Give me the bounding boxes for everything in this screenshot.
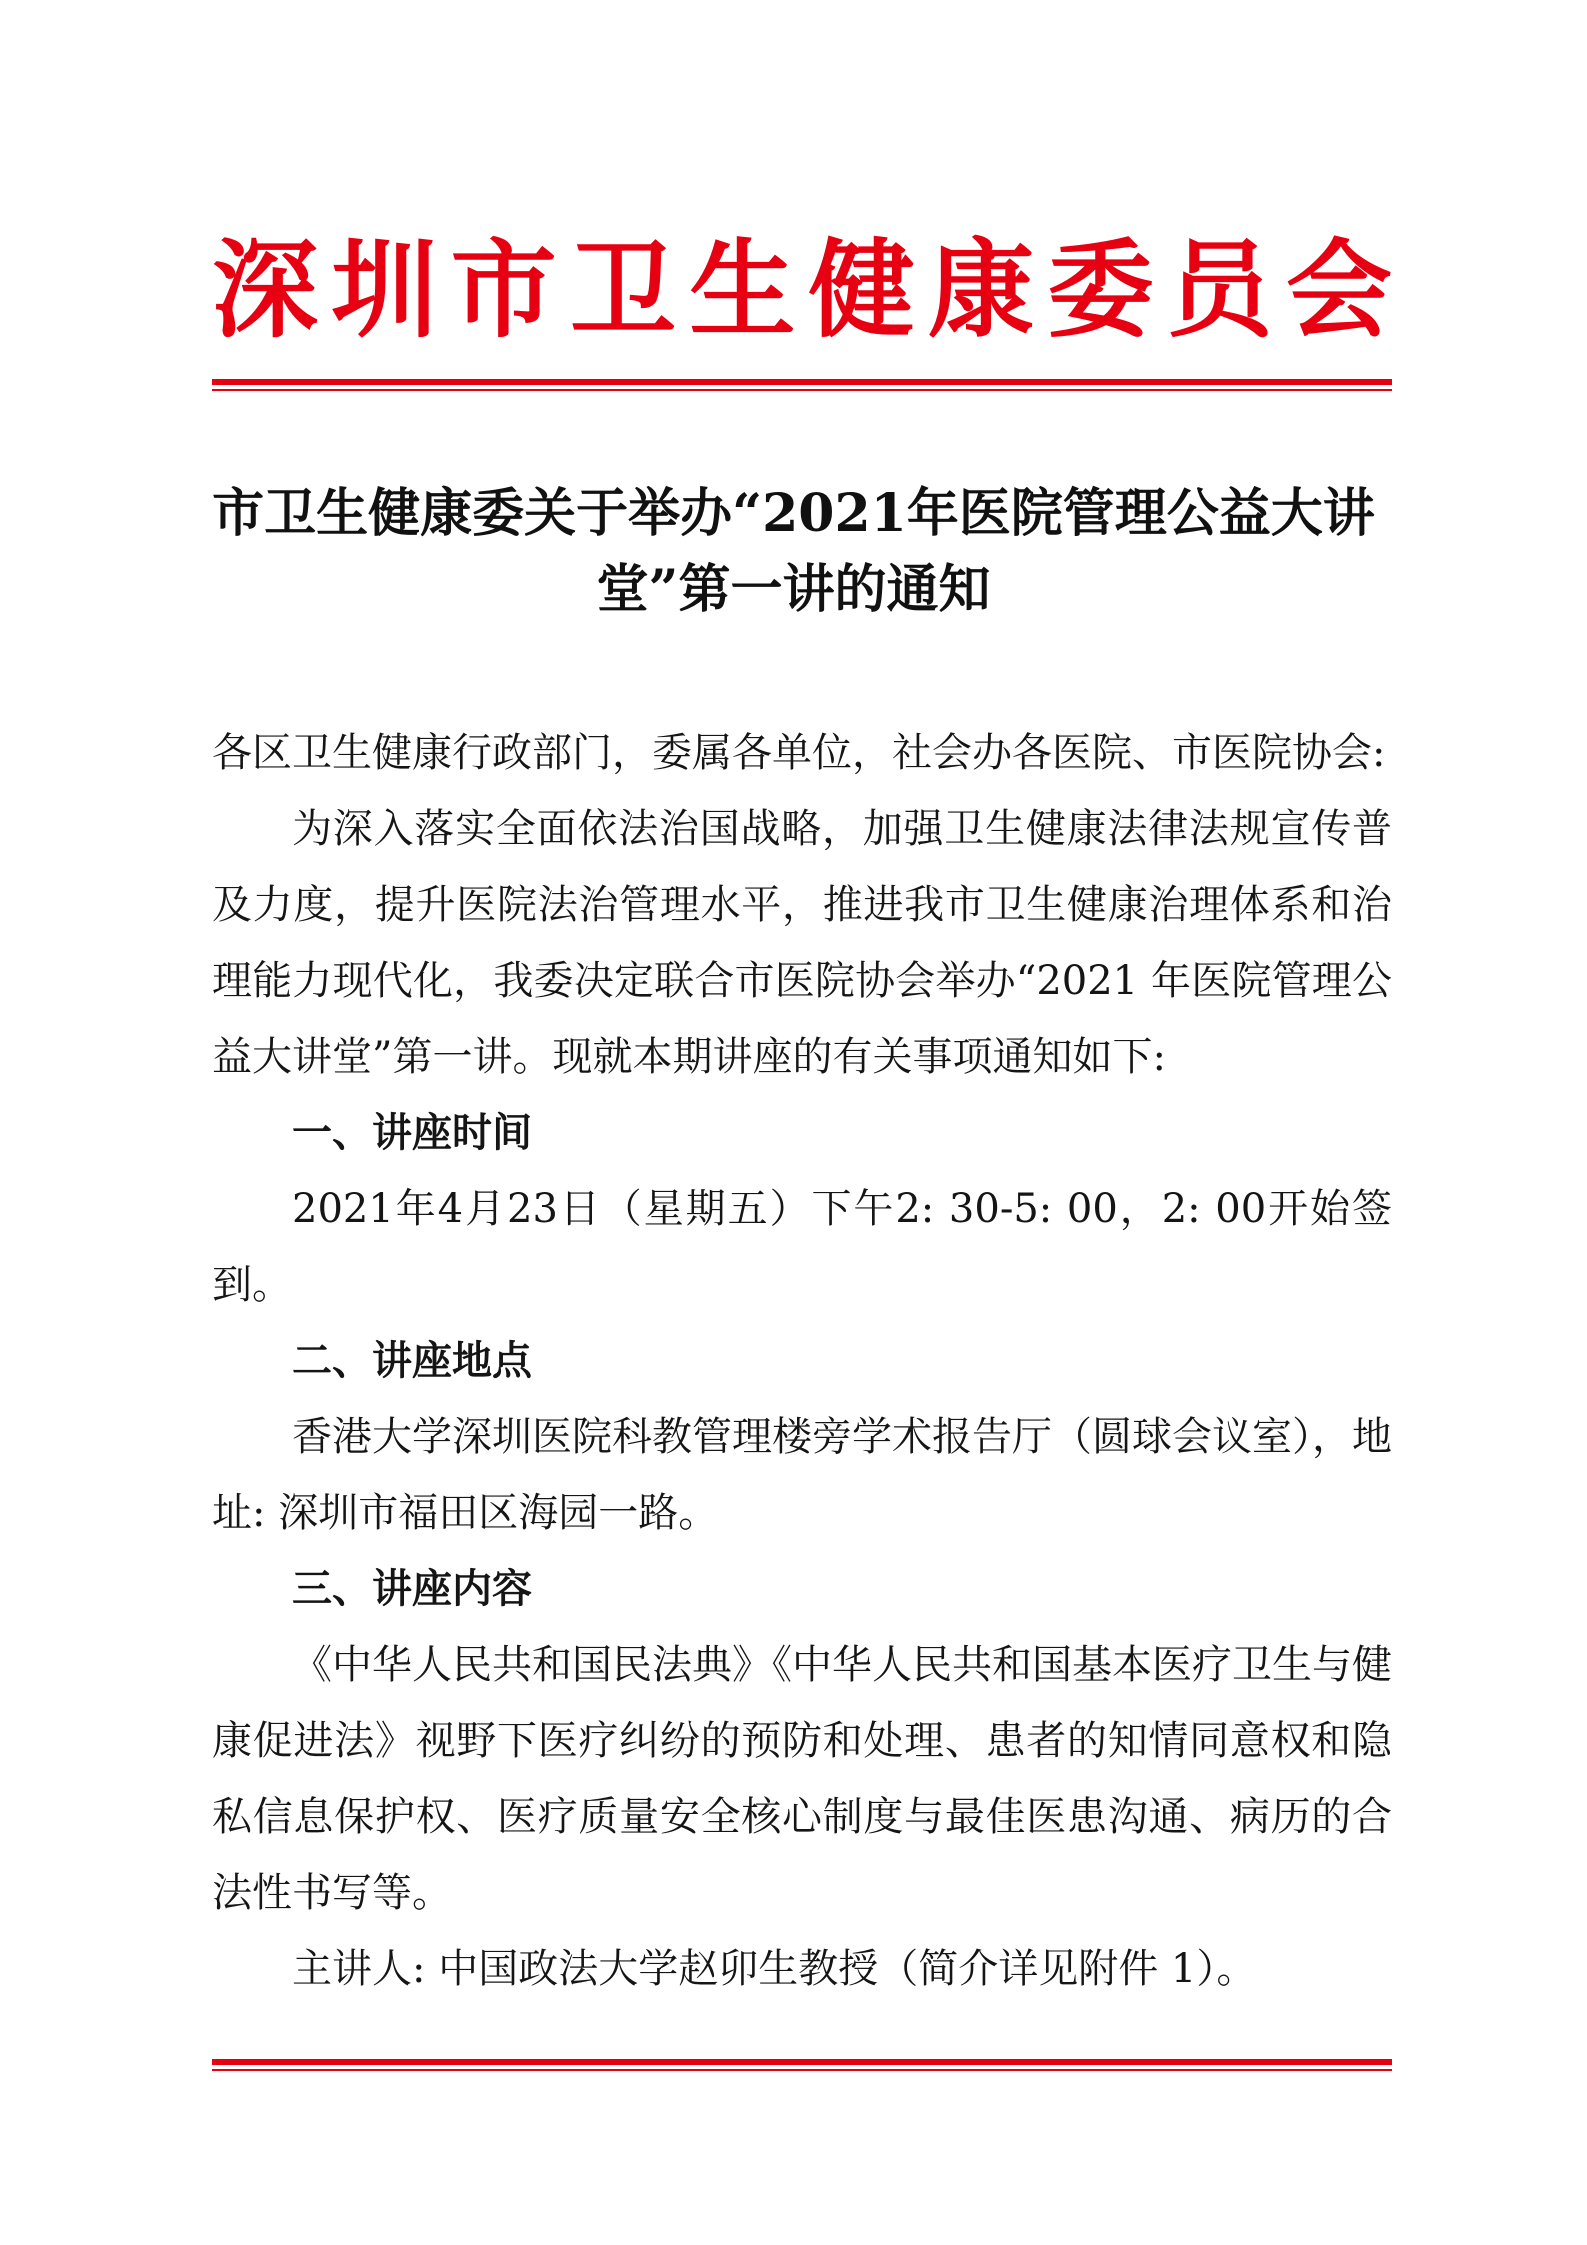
red-footer-rule (212, 2059, 1392, 2071)
document-body (212, 715, 1392, 2007)
section-heading-time: 一、讲座时间 (292, 1110, 532, 1156)
red-header-rule (212, 379, 1392, 391)
section-heading-content: 三、讲座内容 (292, 1566, 532, 1612)
issuer-masthead: 深圳市卫生健康委员会 (212, 227, 1392, 352)
addressee: 各区卫生健康行政部门，委属各单位，社会办各医院、市医院协会: (212, 730, 1386, 776)
red-rule-thin (212, 389, 1392, 391)
red-rule-thin (212, 2069, 1392, 2071)
section-content-paragraph: 《中华人民共和国民法典》《中华人民共和国基本医疗卫生与健康促进法》视野下医疗纠纷的预防和处理、患者的知情同意权和隐私信息保护权、医疗质量安全核心制度与最佳医患沟通、病历的合法性书写等。 (212, 1642, 1392, 1916)
document-title: 市卫生健康委关于举办“2021年医院管理公益大讲堂”第一讲的通知 (212, 483, 1375, 620)
intro-paragraph: 为深入落实全面依法治国战略，加强卫生健康法律法规宣传普及力度，提升医院法治管理水平，推进我市卫生健康治理体系和治理能力现代化，我委决定联合市医院协会举办“2021 年医院管理公益大讲堂”第一讲。现就本期讲座的有关事项通知如下: (212, 806, 1392, 1080)
section-speaker-paragraph: 主讲人: 中国政法大学赵卯生教授（简介详见附件 1）。 (292, 1946, 1257, 1992)
section-location-paragraph: 香港大学深圳医院科教管理楼旁学术报告厅（圆球会议室），地址: 深圳市福田区海园一路。 (212, 1414, 1392, 1536)
section-heading-location: 二、讲座地点 (292, 1338, 532, 1384)
section-time-paragraph: 2021年4月23日（星期五）下午2: 30-5: 00，2: 00开始签到。 (212, 1186, 1392, 1308)
